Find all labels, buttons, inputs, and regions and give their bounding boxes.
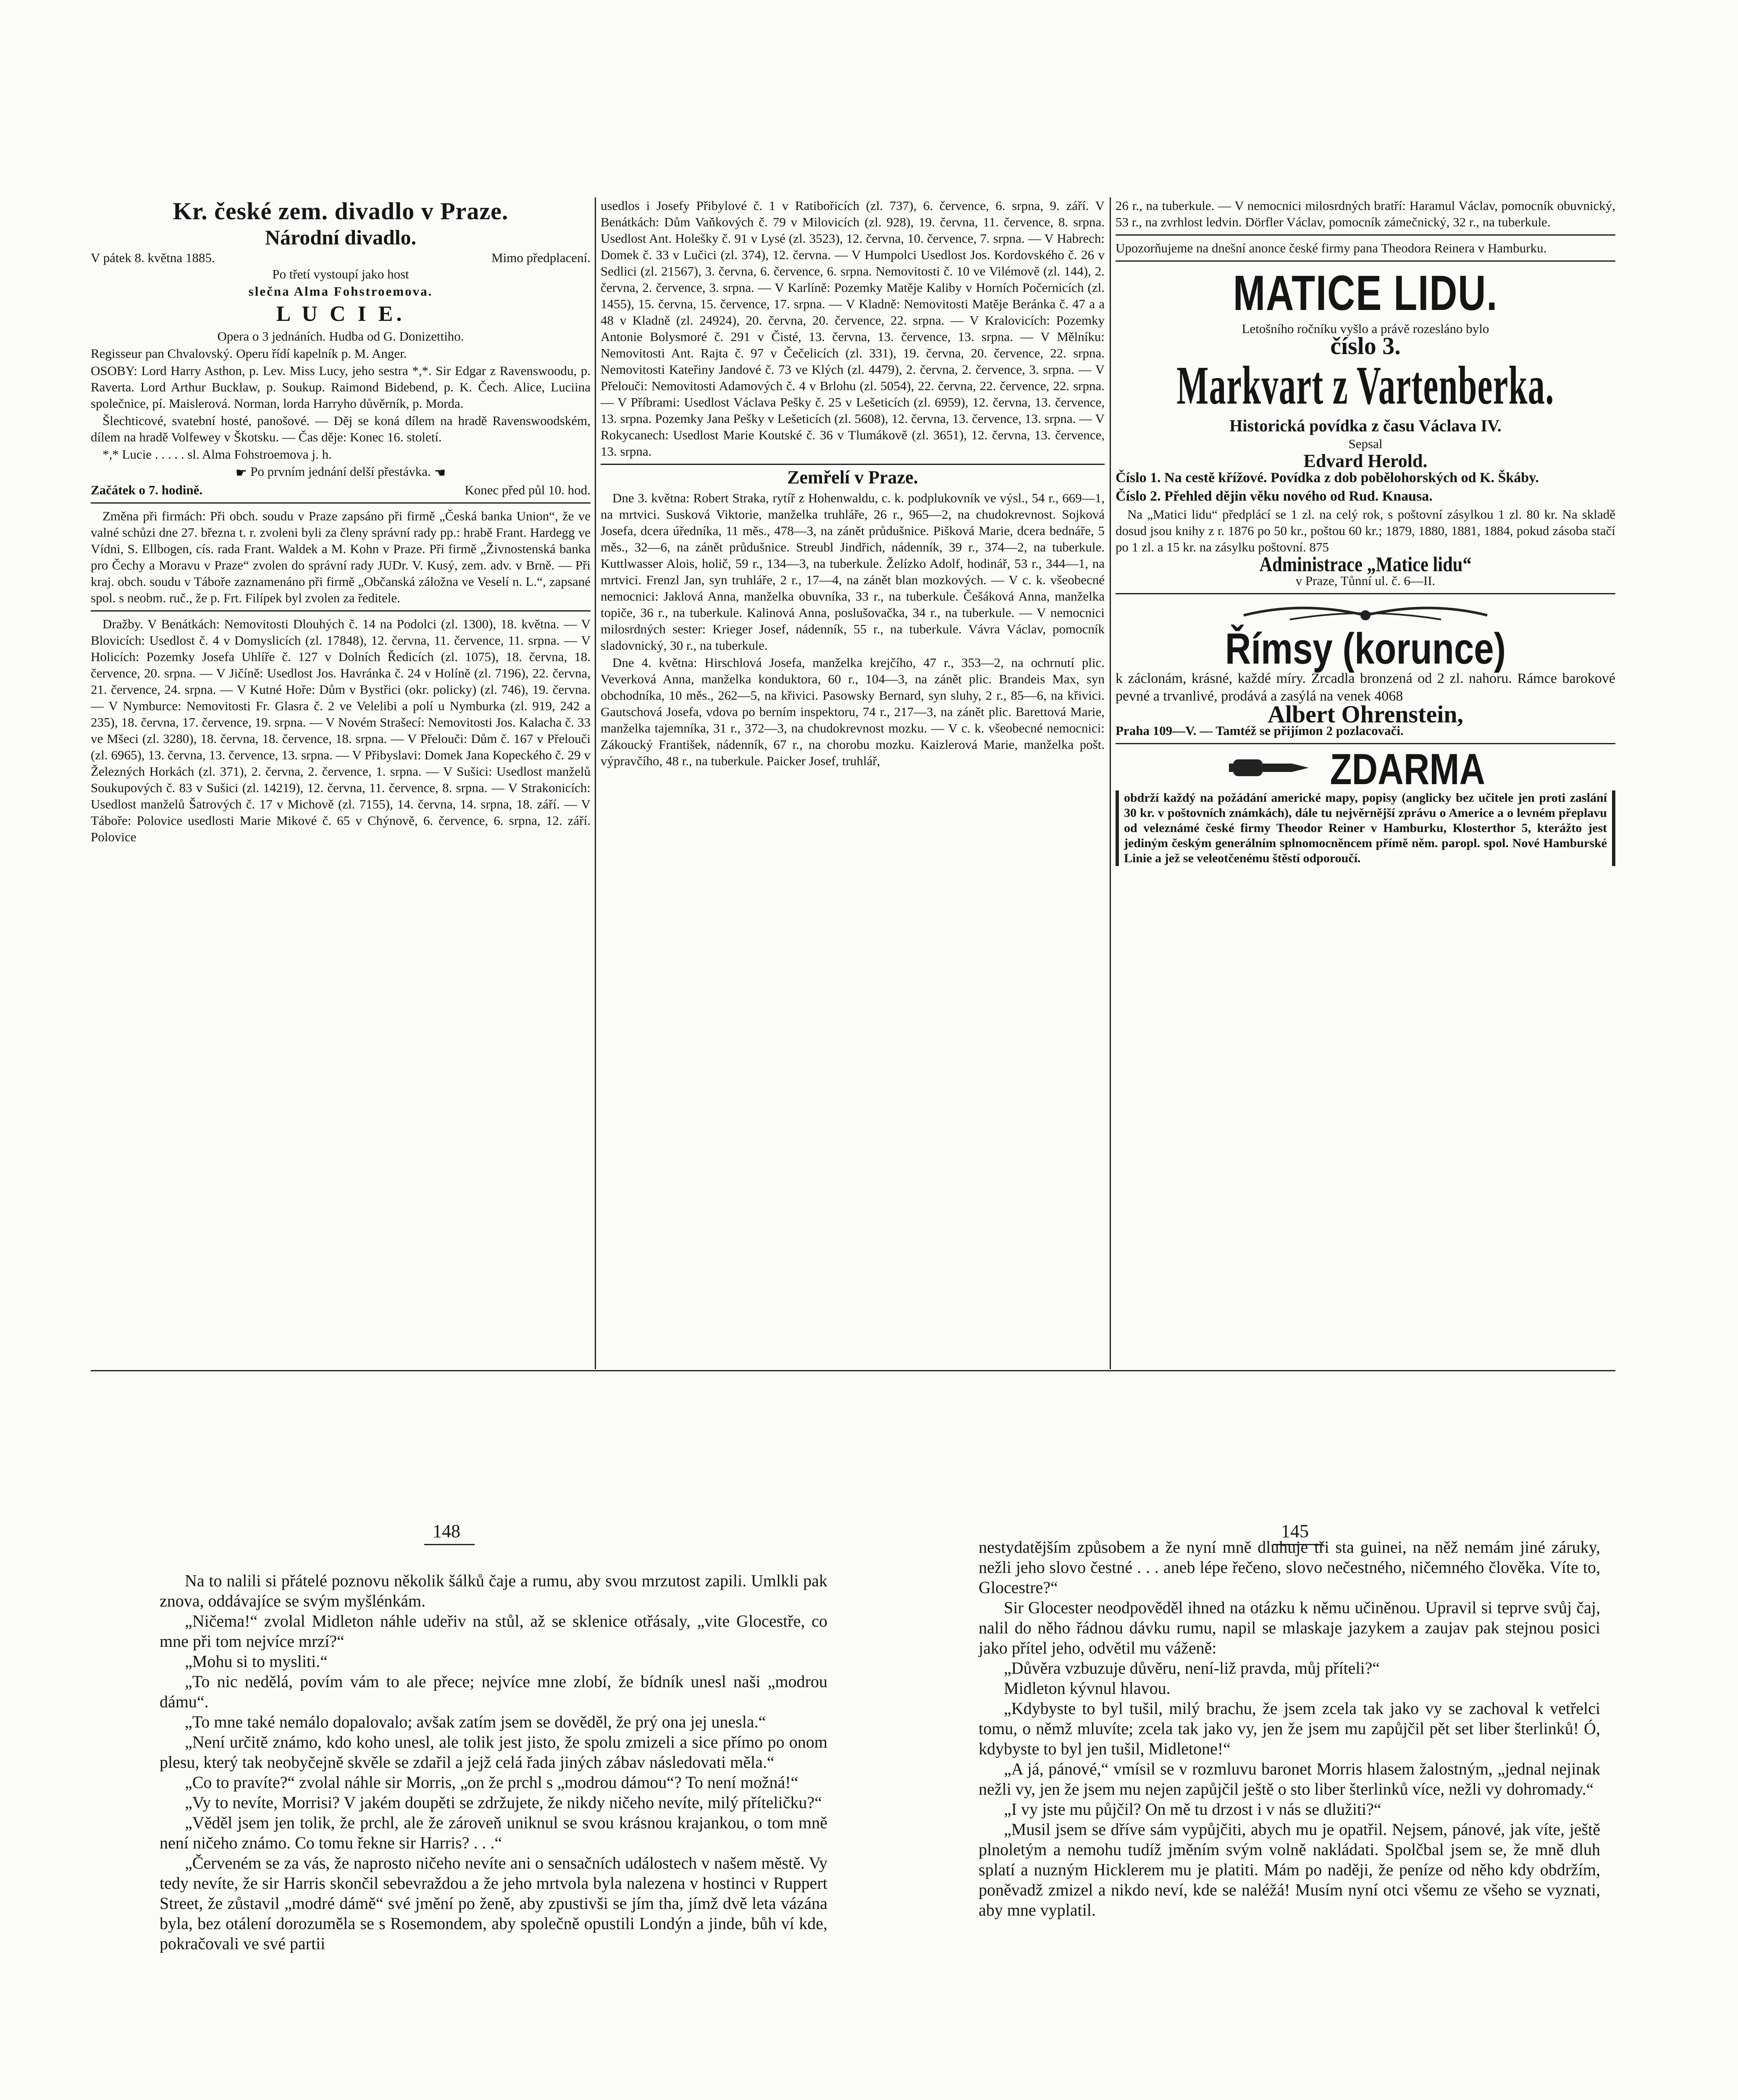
notice: Upozorňujeme na dnešní anonce české firmy pana Theodora Reinera v Hamburku. — [1116, 241, 1547, 255]
book-paragraph: „Kdybyste to byl tušil, milý brachu, že jsem zcela tak jako vy se zachoval k vetřelci tomu, o němž mluvíte; zcela tak jako vy, jen že jsem mu zapůjčil pět set liber šterlinků! Ó, kdybyste to byl jen tušil, Midletone!“ — [979, 1699, 1600, 1758]
divider — [1116, 234, 1615, 236]
ad-matice-book: Markvart z Vartenberka. — [1176, 355, 1554, 416]
book-paragraph: „I vy jste mu půjčil? On mě tu drzost i v nás se dlužiti?“ — [1004, 1800, 1381, 1819]
theater-header: Kr. české zem. divadlo v Praze. — [173, 197, 509, 225]
column-theater — [91, 197, 591, 846]
ad-matice-subtitle: Historická povídka z času Václava IV. — [1229, 416, 1502, 435]
ad-matice-line: Letošního ročníku vyšlo a právě rozesláno bylo — [1242, 321, 1489, 336]
divider — [1116, 593, 1615, 594]
book-paragraph: Midleton kývnul hlavou. — [1004, 1679, 1171, 1698]
divider — [1116, 743, 1615, 744]
ad-matice-wrote: Sepsal — [1348, 436, 1383, 451]
firm-changes: Změna při firmách: Při obch. soudu v Praze zapsáno při firmě „Česká banka Union“, že ve valné schůzi dne 27. března t. r. zvoleni byli za členy správní rady pp.: hrabě Frant. Hardegg ve Vídni, S. Ellbogen, cís. rada Frant. Waldek a M. Kohn v Praze. Při firmě „Živnostenská banka pro Čechy a Moravu v Praze“ zvolen do správní rady JUDr. V. Kusý, zem. adv. v Brně. — Při kraj. obch. soudu v Táboře zaznamenáno při firmě „Občanská záložna ve Veselí n. L.“, zapsané spol. s neobm. ruč., že p. Frt. Filípek byl zvolen za ředitele. — [91, 509, 591, 606]
book-paragraph: „Není určitě známo, kdo koho unesl, ale tolik jest jisto, že spolu zmizeli a sice přímo po onom plesu, který tak neobyčejně skvěle se zdařil a jejž celá řada jiných zábav následovati měla.“ — [160, 1732, 827, 1772]
pointing-hand-icon: ☛ — [235, 465, 247, 480]
start-left: Začátek o 7. hodině. — [91, 483, 203, 498]
guest-line: Po třetí vystoupí jako host — [272, 267, 409, 281]
book-paragraph: „Co to pravíte?“ zvolal náhle sir Morris, „on že prchl s „modrou dámou“? To není možná!“ — [185, 1773, 798, 1792]
book-paragraph: nestydatějším způsobem a že nyní mně dluhuje tři sta guinei, na něž nemám jiné záruky, nežli jeho slovo čestné . . . aneb lépe řečeno, slovo nečestného, ničemného člověka. Víte to, Glocestre?“ — [979, 1538, 1600, 1597]
book-paragraph: „To nic nedělá, povím vám to ale přece; nejvíce mne zlobí, že bídník unesl naši „modrou dámu“. — [160, 1672, 827, 1711]
opera-line: Opera o 3 jednáních. Hudba od G. Donizettiho. — [217, 329, 464, 344]
ad-zdarma-box — [1116, 790, 1615, 866]
ad-rimsy-name: Albert Ohrenstein, — [1267, 701, 1464, 728]
deaths-continued: 26 r., na tuberkule. — V nemocnici milosrdných bratří: Haramul Václav, pomocník obuvnický, 53 r., na zvrhlost ledvin. Dörfler Václav, pomocník zámečnický, 32 r., na tuberkule. — [1116, 198, 1615, 229]
book-paragraph: „To mne také nemálo dopalovalo; avšak zatím jsem se dověděl, že prý ona jej unesla.“ — [185, 1712, 766, 1731]
section-divider — [91, 1370, 1615, 1371]
column-ads — [1116, 197, 1615, 867]
auctions-continued: usedlos i Josefy Přibylové č. 1 v Ratibořicích (zl. 737), 6. července, 6. srpna, 9. září. V Benátkách: Dům Vaňkových č. 79 v Milovicích (zl. 928), 19. června, 11. července, 8. srpna. Usedlost Ant. Holešky č. 91 v Lysé (zl. 3523), 12. června, 10. července, 7. srpna. — V Habrech: Domek č. 33 v Lučici (zl. 374), 12. června. — V Humpolci Usedlost Jos. Kordovského č. 26 v Sedlici (zl. 21567), 3. června, 6. července, 6. srpna. Nemovitosti č. 10 ve Vilémově (zl. 144), 2. června, 2. července, 3. srpna. — V Karlíně: Pozemky Matěje Kaliby v Horních Počernicích (zl. 1455), 15. června, 15. července, 17. srpna. — V Kladně: Nemovitosti Matěje Beránka č. 47 a a 48 v Kladně (zl. 24924), 20. června, 20. července, 22. srpna. — V Kralovicích: Pozemky Antonie Bolysmoré č. 291 v Čisté, 13. června, 13. července, 13. srpna. — V Mělníku: Nemovitosti Ant. Rajta č. 97 v Čečelicích (zl. 331), 19. června, 20. července, 22. srpna. Nemovitosti Kateřiny Jandové č. 73 ve Klých (zl. 4479), 2. června, 2. července, 3. srpna. — V Přelouči: Nemovitosti Adamových č. 4 v Brlohu (zl. 5054), 22. června, 22. července, 22. srpna. — V Příbrami: Usedlost Václava Pešky č. 25 v Lešeticích (zl. 6959), 12. června, 13. července, 13. srpna. Pozemky Jana Pešky v Lešeticích (zl. 5608), 12. června, 13. července, 13. srpna. — V Rokycanech: Usedlost Marie Koutské č. 36 v Tlumákově (zl. 3651), 12. června, 13. července, 13. srpna. — [601, 198, 1105, 459]
deaths-title: Zemřelí v Praze. — [787, 467, 918, 488]
auctions: Dražby. V Benátkách: Nemovitosti Dlouhých č. 14 na Podolci (zl. 1300), 18. května. — V Blovicích: Usedlost č. 4 v Domyslicích (zl. 17848), 12. června, 11. července, 11. srpna. — V Holicích: Pozemky Josefa Uhlíře č. 127 v Dolních Ředicích (zl. 1075), 18. června, 18. července, 20. srpna. — V Jičíně: Usedlost Jos. Havránka č. 24 v Holíně (zl. 7196), 22. června, 21. července, 24. srpna. — V Kutné Hoře: Dům v Bystřici (okr. policky) (zl. 746), 19. června. — V Nymburce: Nemovitosti Fr. Glasra č. 2 ve Velelibi a polí u Nymburka (zl. 919, 242 a 235), 18. června, 17. července, 19. srpna. — V Novém Strašecí: Nemovitosti Jos. Kalacha č. 33 ve Mšeci (zl. 3280), 18. června, 18. července, 18. srpna. — V Přelouči: Dům č. 167 v Přelouči (zl. 6965), 13. června, 13. července, 13. srpna. — V Přibyslavi: Domek Jana Kopeckého č. 29 v Železných Horkách (zl. 371), 2. června, 2. července, 1. srpna. — V Sušici: Usedlost manželů Soukupových č. 83 v Sušici (zl. 14219), 12. června, 11. července, 8. srpna. — V Strakonicích: Usedlost manželů Šatrových č. 17 v Michově (zl. 7155), 14. června, 14. srpna, 18. září. — V Táboře: Polovice usedlosti Marie Mikové č. 65 v Chýnově, 6. července, 6. srpna, 12. září. Polovice — [91, 617, 591, 845]
pointing-hand-icon — [1229, 753, 1313, 786]
book-paragraph: „Mohu si to mysliti.“ — [185, 1652, 328, 1671]
play-title: L U C I E. — [276, 302, 405, 326]
ad-zdarma-header — [1116, 745, 1615, 794]
start-right: Konec před půl 10. hod. — [465, 483, 591, 498]
right-page-number: 145 — [1281, 1521, 1309, 1541]
pointing-hand-left-icon: ☚ — [434, 465, 446, 480]
ornament-flourish-icon — [1239, 598, 1491, 628]
ad-matice-admin: Administrace „Matice lidu“ — [1259, 552, 1472, 576]
date-left: V pátek 8. května 1885. — [91, 250, 215, 265]
column-divider-2 — [1110, 197, 1111, 1369]
book-paragraph: „Musil jsem se dříve sám vypůjčiti, abych mu je opatřil. Nejsem, pánové, jak víte, ještě plnoletým a nemohu tudíž jměním svým volně nakládati. Spolčbal jsem se, že mně dluh splatí a nuzným Hicklerem mu je platiti. Mám po naději, že peníze od něho kdy obdržím, poněvadž zmizel a nikdo neví, kde se naléžá! Musím nyní otci všemu ze všeho se vyznati, aby mne vyplatil. — [979, 1820, 1600, 1919]
ad-zdarma-text: obdrží každý na požádání americké mapy, popisy (anglicky bez učitele jen proti zaslání 30 kr. v poštovních známkách), dále tu nejvěrnější zprávu o Americe a o levném přeplavu od veleznámé české firmy Theodor Reiner v Hamburku, Klosterthor 5, kterážto jest jediným českým generálním splnomocněncem přímě něm. paropl. spol. Nové Hamburské Linie a jež se veleotčenému štěstí odporoučí. — [1124, 791, 1607, 865]
book-paragraph: „Červeném se za vás, že naprosto ničeho nevíte ani o sensačních událostech v našem městě. Vy tedy nevíte, že sir Harris skončil sebevraždou a že jeho mrtvola byla nalezena v hostinci v Ruppert Street, že zůstavil „modré dámě“ své jmění po ženě, aby zpustivši se jím tha, jímž dvě leta vázána byla, bez otálení dorozuměla se s Rosemondem, aby společně opustili Londýn a jinde, bůh ví kde, pokračovali ve své partii — [160, 1853, 827, 1953]
ornament — [1116, 598, 1615, 628]
ad-matice-title: MATICE LIDU. — [1233, 265, 1498, 321]
intermission-line: ☛ Po prvním jednání delší přestávka. ☚ — [235, 464, 446, 480]
date-row — [91, 249, 591, 266]
book-paragraph: „A já, pánové,“ vmísil se v rozmluvu baronet Morris hlasem žalostným, „jednal nejinak nežli vy, jen že jsem mu nejen zapůjčil ještě o sto liber šterlinků více, nežli vy dohromady.“ — [979, 1759, 1600, 1798]
book-paragraph: „Vy to nevíte, Morrisi? V jakém doupěti se zdržujete, že nikdy ničeho nevíte, milý příteličku?“ — [185, 1793, 822, 1812]
ad-matice-number: číslo 3. — [1330, 332, 1401, 360]
book-paragraph: „Věděl jsem jen tolik, že prchl, ale že zároveň uniknul se svou krásnou krajankou, o tom mně není ničeho známo. Co tomu řekne sir Harris? . . .“ — [160, 1813, 827, 1852]
guest-name: slečna Alma Fohstroemova. — [248, 284, 433, 299]
ad-zdarma-title: ZDARMA — [1330, 745, 1485, 794]
book-right-page — [979, 1537, 1600, 1920]
book-paragraph: „Důvěra vzbuzuje důvěru, není-liž pravda, můj příteli?“ — [1004, 1659, 1380, 1677]
cast-list: OSOBY: Lord Harry Asthon, p. Lev. Miss Lucy, jeho sestra *,*. Sir Edgar z Ravenswoodu, p. Raverta. Lord Arthur Bucklaw, p. Soukup. Raimond Bidebend, p. K. Čech. Alice, Luciina společnice, pí. Maislerová. Norman, lorda Harryho důvěrník, p. Morda. — [91, 363, 591, 411]
column-divider-1 — [595, 197, 596, 1369]
ad-matice-author: Edvard Herold. — [1303, 451, 1428, 471]
divider — [91, 610, 591, 612]
cast-lucie: *,* Lucie . . . . . sl. Alma Fohstroemova j. h. — [102, 447, 332, 462]
ad-rimsy-text: k záclonám, krásné, každé míry. Zrcadla bronzená od 2 zl. nahoru. Rámce barokové pevné a trvanlivé, prodává a zasýlá na venek 4068 — [1116, 671, 1615, 704]
divider — [1116, 260, 1615, 262]
book-paragraph: „Ničema!“ zvolal Midleton náhle udeřiv na stůl, až se sklenice otřásaly, „vite Glocestře, co mne při tom nejvíce mrzí?“ — [160, 1612, 827, 1651]
column-auctions-deaths — [601, 197, 1105, 770]
ad-matice-item-1: Číslo 1. Na cestě křížové. Povídka z dob pobělohorských od K. Škáby. — [1116, 470, 1539, 486]
theater-name: Národní divadlo. — [265, 226, 417, 249]
cast-notes: Šlechticové, svatební hosté, panošové. — Děj se koná dílem na hradě Ravenswoodském, dílem na hradě Volfewey v Škotsku. — Čas děje: Konec 16. století. — [91, 413, 591, 444]
deaths-may-4: Dne 4. května: Hirschlová Josefa, manželka krejčího, 47 r., 353—2, na ochrnutí plic. Veverková Anna, manželka konduktora, 60 r., 104—3, na zánět plic. Brandeis Max, syn obchodníka, 10 měs., 262—5, na křivici. Pasowsky Bernard, syn sluhy, 2 r., 85—6, na křivici. Gautschová Josefa, vdova po berním inspektoru, 74 r., 217—3, na zánět plic. Barettová Marie, manželka tajemníka, 31 r., 372—3, na chudokrevnost mozku. — V c. k. všeobecné nemocnici: Zákoucký František, nádenník, 67 r., na chorobu mozku. Kaizlerová Marie, manželka pošt. výpravčího, 48 r., na tuberkule. Paicker Josef, truhlář, — [601, 655, 1105, 768]
ad-rimsy-address: Praha 109—V. — Tamtéž se přijímon 2 pozlacovači. — [1116, 723, 1404, 738]
ad-matice-item-2: Číslo 2. Přehled dějin věku nového od Rud. Knausa. — [1116, 488, 1433, 504]
divider — [91, 502, 591, 504]
regie-line: Regisseur pan Chvalovský. Operu řídí kapelník p. M. Anger. — [91, 346, 407, 361]
ad-rimsy-title: Římsy (korunce) — [1225, 625, 1506, 673]
ad-matice-address: v Praze, Tůnní ul. č. 6—II. — [1295, 573, 1436, 588]
left-page-number: 148 — [433, 1521, 460, 1541]
ad-matice-prices: Na „Matici lidu“ předplácí se 1 zl. na celý rok, s poštovní zásylkou 1 zl. 80 kr. Na skladě dosud jsou knihy z r. 1876 po 50 kr., poštou 60 kr.; 1879, 1880, 1881, 1884, pokud zásoba stačí po 1 zl. a 15 kr. na zásylku poštovní. 875 — [1116, 507, 1615, 554]
book-left-page — [160, 1571, 827, 1954]
book-paragraph: Sir Glocester neodpověděl ihned na otázku k němu učiněnou. Upravil si teprve svůj čaj, nalil do něho řádnou dávku rumu, napil se mlaskaje jazykem a zaujav pak stejnou posici jako přítel jeho, odvětil mu váženě: — [979, 1598, 1600, 1657]
divider — [601, 464, 1105, 465]
left-page-rule — [424, 1544, 475, 1545]
deaths-may-3: Dne 3. května: Robert Straka, rytíř z Hohenwaldu, c. k. podplukovník ve výsl., 54 r., 669—1, na mrtvici. Susková Viktorie, manželka truhláře, 26 r., 965—2, na chudokrevnost. Sojková Josefa, dcera úředníka, 11 měs., 478—3, na zánět průdušnice. Pišková Marie, dcera bednáře, 5 měs., 32—6, na zánět průdušnice. Streubl Jindřich, nádenník, 39 r., 374—2, na tuberkule. Kuttlwasser Alois, holič, 59 r., 134—3, na tuberkule. Želízko Adolf, hodinář, 53 r., 344—1, na mrtvici. Frenzl Jan, syn truhláře, 2 r., 17—4, na zánět blan mozkových. — V c. k. všeobecné nemocnici: Jaklová Anna, manželka obuvníka, 33 r., na tuberkule. Češáková Anna, manželka topiče, 36 r., na tuberkule. Kalinová Anna, poslušovačka, 34 r., na tuberkule. — V nemocnici milosrdných sester: Krieger Josef, nádenník, 55 r., na tuberkule. Vávra Václav, pomocník sladovnický, 30 r., na tuberkule. — [601, 491, 1105, 653]
date-right: Mimo předplacení. — [491, 250, 591, 265]
book-paragraph: Na to nalili si přátelé poznovu několik šálků čaje a rumu, aby svou mrzutost zapili. Umlkli pak znova, oddávajíce se svým myšlénkám. — [160, 1571, 827, 1610]
start-row — [91, 482, 591, 498]
